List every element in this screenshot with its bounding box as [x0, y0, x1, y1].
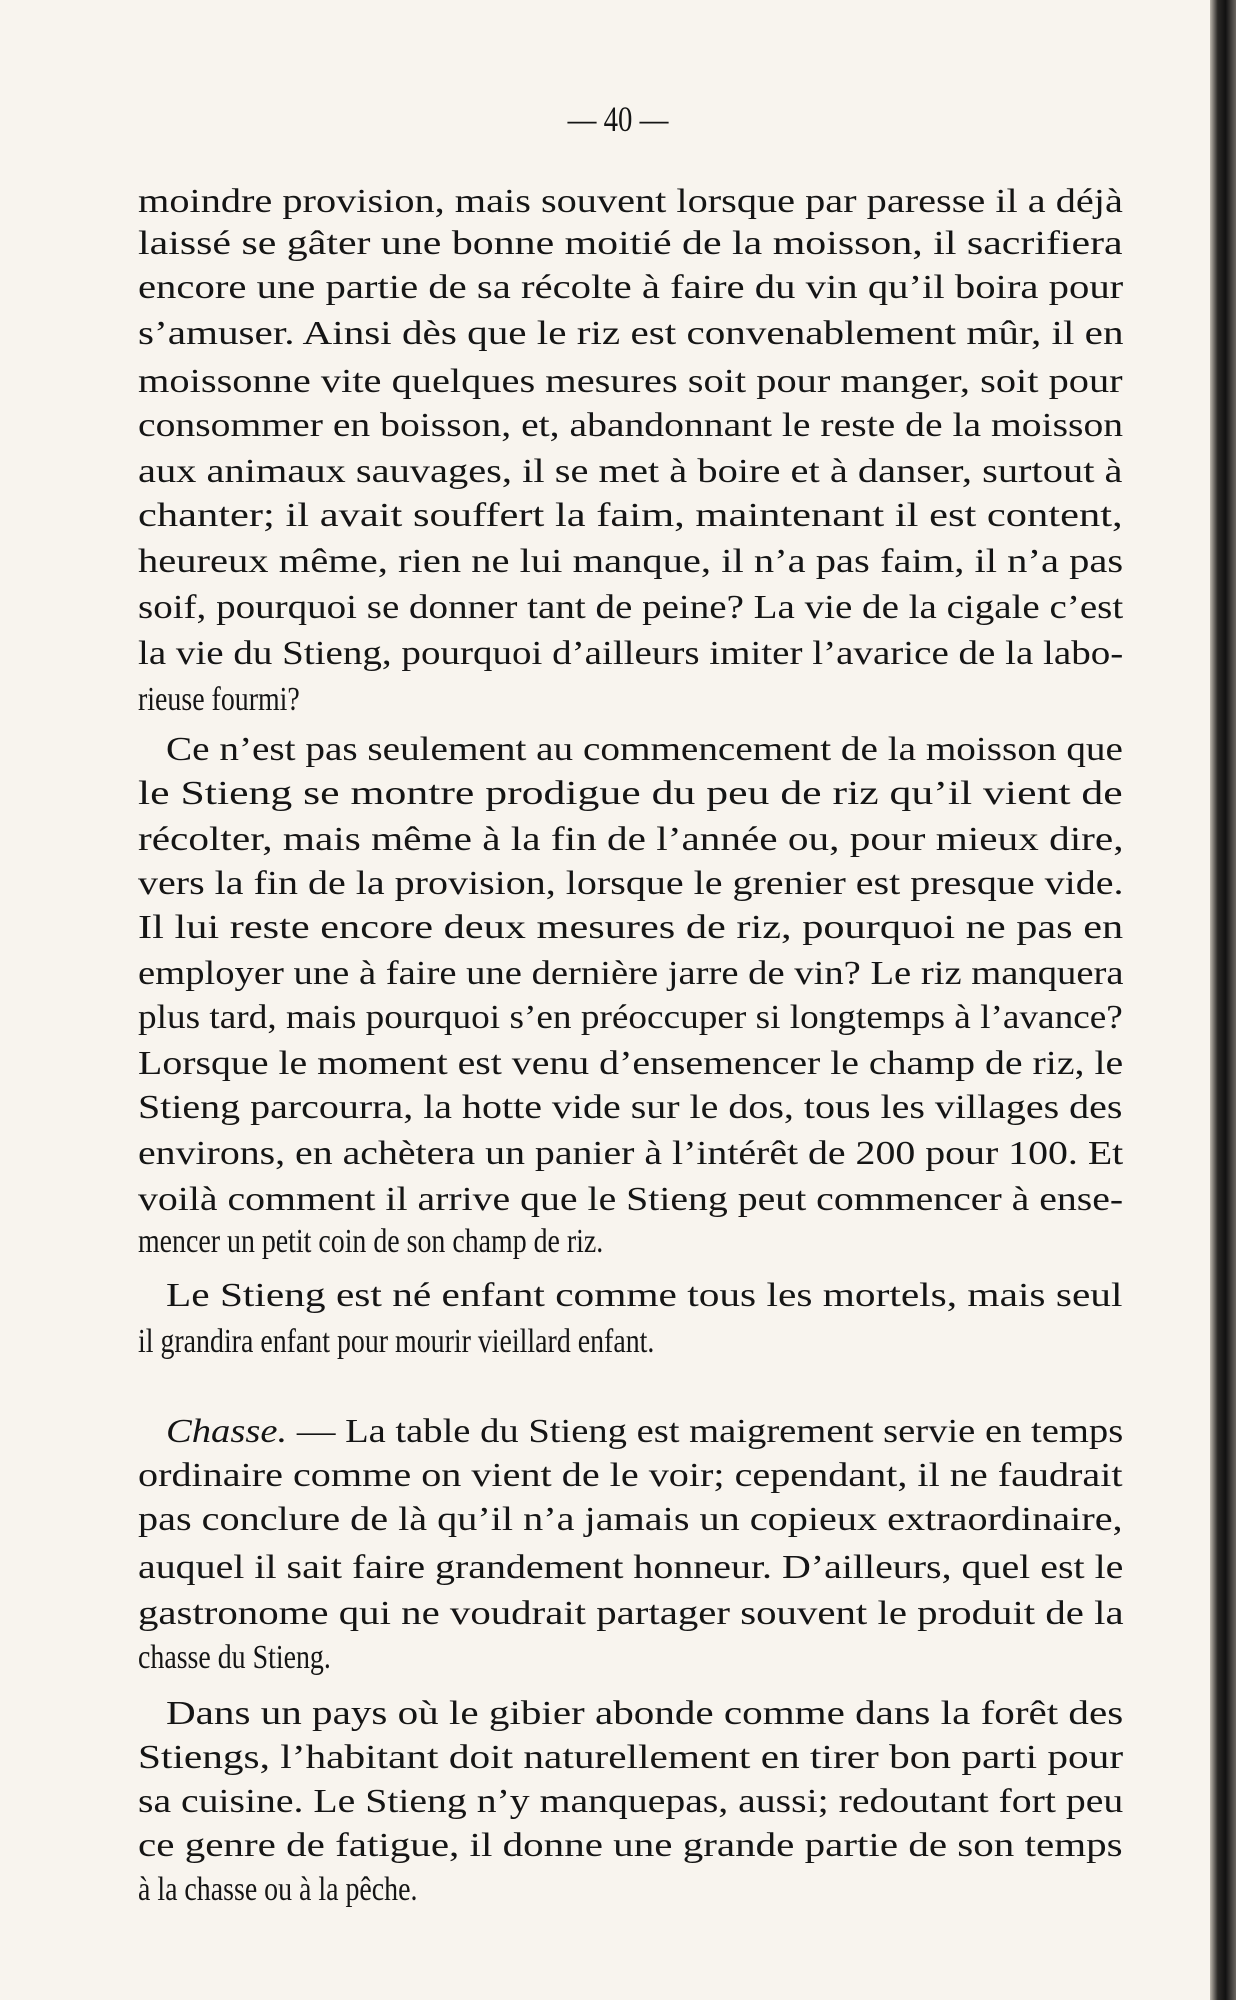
- line-text: soif, pourquoi se donner tant de peine? La vie de la cigale c’est: [138, 589, 1124, 626]
- text-line: [138, 362, 1123, 402]
- text-line: [166, 1412, 1123, 1452]
- line-text: employer une à faire une dernière jarre de vin? Le riz manquera: [138, 955, 1124, 992]
- line-text: Le Stieng est né enfant comme tous les mortels, mais seul: [166, 1277, 1123, 1314]
- line-text: Dans un pays où le gibier abonde comme dans la forêt des: [166, 1695, 1124, 1732]
- text-line: [138, 908, 1123, 948]
- text-line: [138, 496, 1123, 536]
- text-line: [138, 1782, 1123, 1822]
- line-text: auquel il sait faire grandement honneur. D’ailleurs, quel est le: [138, 1549, 1124, 1586]
- text-line: [138, 1870, 417, 1910]
- line-text: Il lui reste encore deux mesures de riz, pourquoi ne pas en: [138, 909, 1124, 946]
- line-text: gastronome qui ne voudrait partager souvent le produit de la: [138, 1595, 1124, 1632]
- text-line: [138, 1456, 1123, 1496]
- line-text: aux animaux sauvages, il se met à boire et à danser, surtout à: [138, 453, 1123, 490]
- line-text: Ce n’est pas seulement au commencement de la moisson que: [166, 731, 1123, 768]
- text-line: [138, 1594, 1124, 1634]
- text-line: [138, 864, 1124, 904]
- text-line: [138, 1500, 1123, 1540]
- line-text: encore une partie de sa récolte à faire du vin qu’il boira pour: [138, 269, 1124, 306]
- text-line: [166, 1694, 1123, 1734]
- line-text: sa cuisine. Le Stieng n’y manquepas, aussi; redoutant fort peu: [138, 1783, 1124, 1820]
- line-text: consommer en boisson, et, abandonnant le reste de la moisson: [138, 407, 1124, 444]
- line-text: laissé se gâter une bonne moitié de la moisson, il sacrifiera: [138, 225, 1123, 262]
- text-line: [138, 224, 1123, 264]
- line-text: chasse du Stieng.: [138, 1639, 331, 1676]
- text-line: [138, 1222, 603, 1262]
- line-text: ce genre de fatigue, il donne une grande partie de son temps: [138, 1827, 1123, 1864]
- text-line: [138, 1180, 1123, 1220]
- text-line: [138, 1548, 1123, 1588]
- text-line: [138, 1134, 1123, 1174]
- text-line: [138, 1826, 1123, 1866]
- line-text: Stieng parcourra, la hotte vide sur le dos, tous les villages des: [138, 1089, 1123, 1126]
- text-line: [138, 314, 1124, 354]
- line-text: Lorsque le moment est venu d’ensemencer le champ de riz, le: [138, 1045, 1124, 1082]
- line-text: la vie du Stieng, pourquoi d’ailleurs imiter l’avarice de la labo-: [138, 635, 1124, 672]
- text-line: [138, 820, 1124, 860]
- line-text: rieuse fourmi?: [138, 681, 300, 718]
- line-text: il grandira enfant pour mourir vieillard enfant.: [138, 1323, 655, 1360]
- line-text: ordinaire comme on vient de le voir; cependant, il ne faudrait: [138, 1457, 1123, 1494]
- line-text: à la chasse ou à la pêche.: [138, 1871, 418, 1908]
- text-line: [138, 774, 1123, 814]
- line-text: voilà comment il arrive que le Stieng peut commencer à ense-: [138, 1181, 1124, 1218]
- line-text: récolter, mais même à la fin de l’année ou, pour mieux dire,: [138, 821, 1124, 858]
- text-line: [138, 1322, 654, 1362]
- text-line: [138, 406, 1123, 446]
- text-line: [166, 730, 1123, 770]
- text-line: [138, 1044, 1123, 1084]
- text-line: [138, 1738, 1123, 1778]
- line-text: — La table du Stieng est maigrement servie en temps: [287, 1413, 1124, 1450]
- text-line: [138, 182, 1123, 222]
- line-text: mencer un petit coin de son champ de riz.: [138, 1223, 604, 1260]
- page-binding-edge: [1210, 0, 1236, 2000]
- line-text: vers la fin de la provision, lorsque le grenier est presque vide.: [138, 865, 1124, 902]
- line-text: le Stieng se montre prodigue du peu de riz qu’il vient de: [138, 775, 1123, 812]
- section-heading: Chasse.: [166, 1413, 288, 1450]
- page-number: — 40 —: [567, 99, 669, 139]
- text-line: [138, 680, 300, 720]
- text-line: [138, 954, 1124, 994]
- text-line: [138, 542, 1123, 582]
- text-line: [138, 1638, 331, 1678]
- text-line: [138, 452, 1123, 492]
- text-line: [138, 588, 1123, 628]
- line-text: heureux même, rien ne lui manque, il n’a pas faim, il n’a pas: [138, 543, 1124, 580]
- line-text: plus tard, mais pourquoi s’en préoccuper si longtemps à l’avance?: [138, 999, 1123, 1036]
- line-text: moindre provision, mais souvent lorsque par paresse il a déjà: [138, 183, 1123, 220]
- text-line: [138, 634, 1123, 674]
- text-line: [166, 1276, 1122, 1316]
- line-text: s’amuser. Ainsi dès que le riz est convenablement mûr, il en: [138, 315, 1124, 352]
- line-text: pas conclure de là qu’il n’a jamais un copieux extraordinaire,: [138, 1501, 1123, 1538]
- line-text: chanter; il avait souffert la faim, maintenant il est content,: [138, 497, 1123, 534]
- line-text: environs, en achètera un panier à l’intérêt de 200 pour 100. Et: [138, 1135, 1124, 1172]
- text-line: [138, 1088, 1122, 1128]
- text-line: [138, 998, 1123, 1038]
- text-line: [138, 268, 1123, 308]
- line-text: moissonne vite quelques mesures soit pour manger, soit pour: [138, 363, 1123, 400]
- line-text: Stiengs, l’habitant doit naturellement en tirer bon parti pour: [138, 1739, 1124, 1776]
